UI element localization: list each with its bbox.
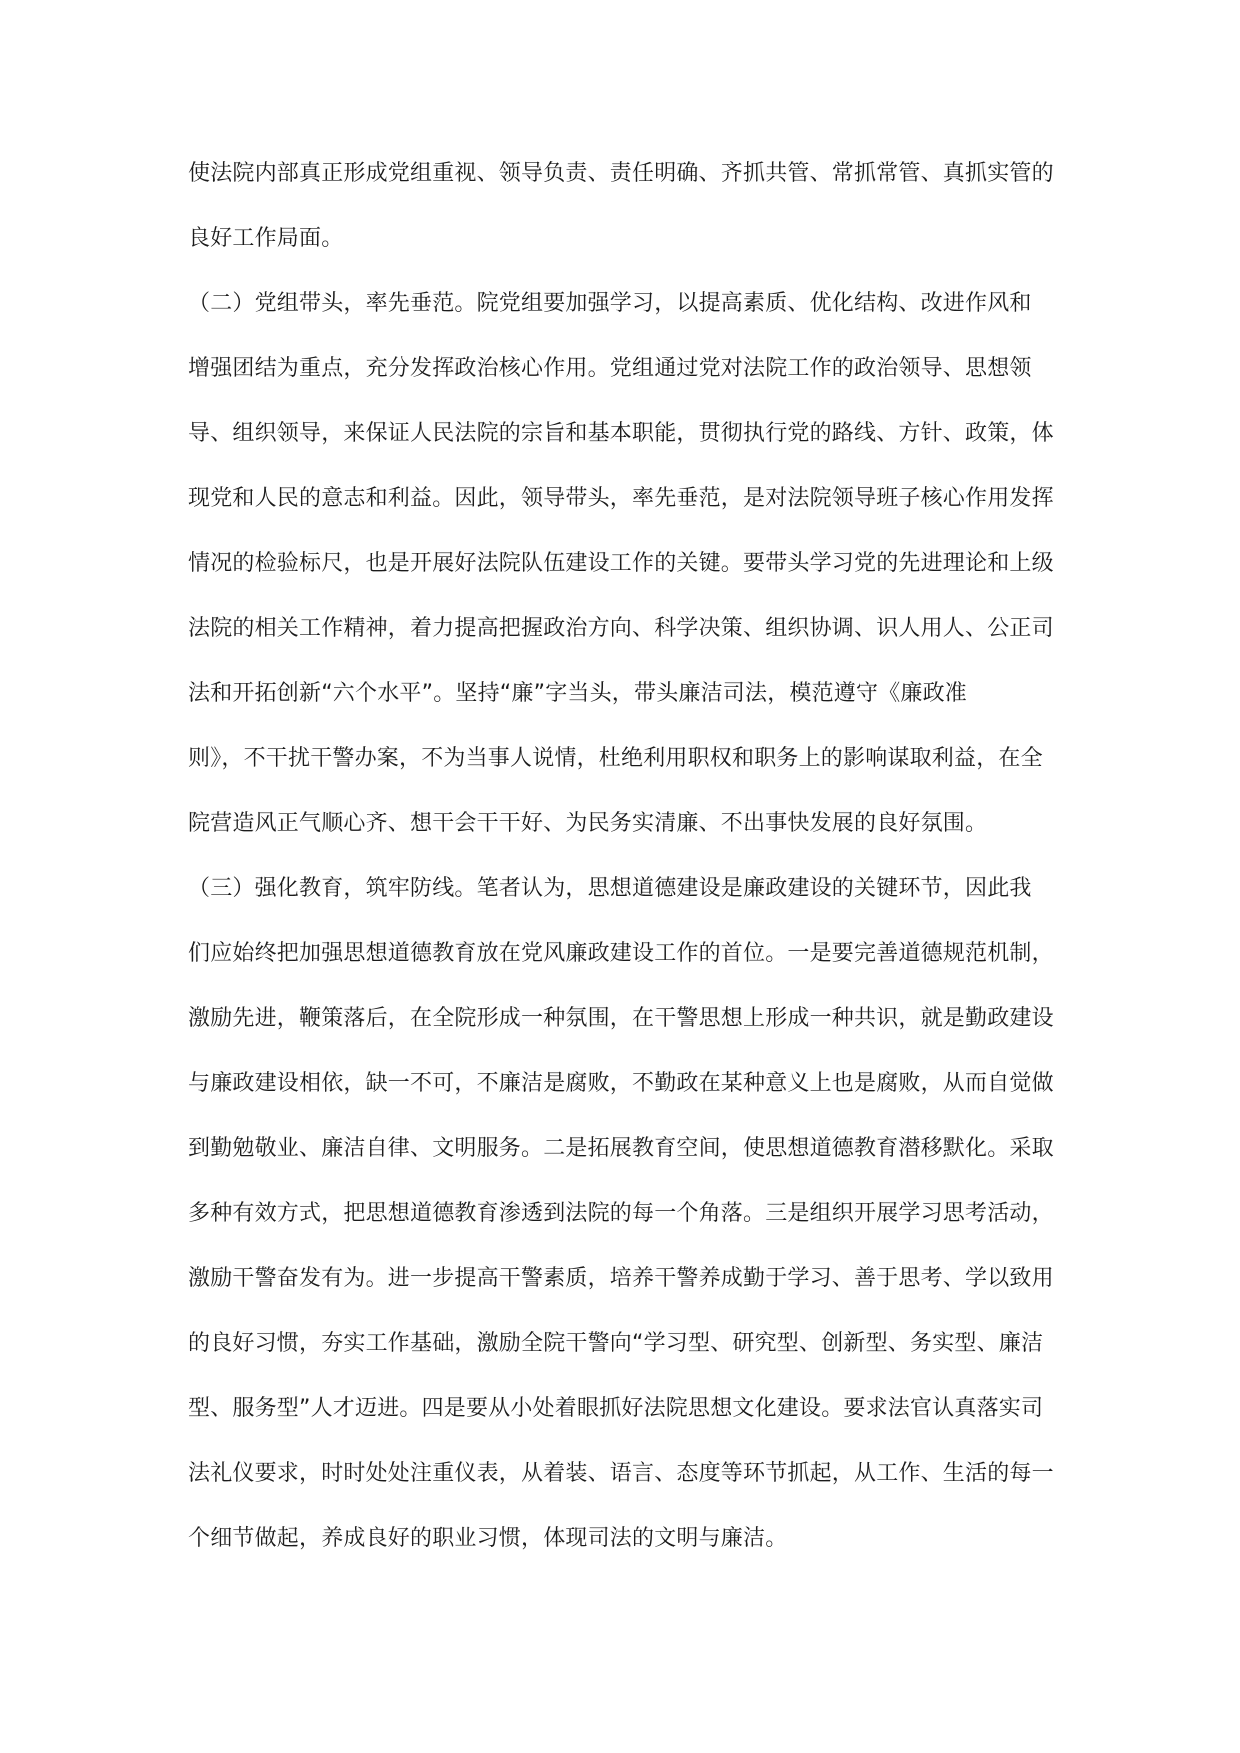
text-line: 使法院内部真正形成党组重视、领导负责、责任明确、齐抓共管、常抓常管、真抓实管的 [188, 161, 1054, 186]
text-line: 法礼仪要求，时时处处注重仪表，从着装、语言、态度等环节抓起，从工作、生活的每一 [188, 1461, 1054, 1486]
paragraph-2-start: （二）党组带头，率先垂范。院党组要加强学习，以提高素质、优化结构、改进作风和 [188, 291, 1032, 316]
text-line: 院营造风正气顺心齐、想干会干干好、为民务实清廉、不出事快发展的良好氛围。 [188, 811, 988, 836]
text-line: 情况的检验标尺，也是开展好法院队伍建设工作的关键。要带头学习党的先进理论和上级 [188, 551, 1054, 576]
text-line: 激励先进，鞭策落后，在全院形成一种氛围，在干警思想上形成一种共识，就是勤政建设 [188, 1006, 1054, 1031]
text-line: 增强团结为重点，充分发挥政治核心作用。党组通过党对法院工作的政治领导、思想领 [188, 356, 1032, 381]
text-line: 激励干警奋发有为。进一步提高干警素质，培养干警养成勤于学习、善于思考、学以致用 [188, 1266, 1054, 1291]
text-line: 法和开拓创新“六个水平”。坚持“廉”字当头，带头廉洁司法，模范遵守《廉政准 [188, 681, 967, 706]
text-line: 现党和人民的意志和利益。因此，领导带头，率先垂范，是对法院领导班子核心作用发挥 [188, 486, 1054, 511]
text-line: 们应始终把加强思想道德教育放在党风廉政建设工作的首位。一是要完善道德规范机制， [188, 941, 1054, 966]
text-line: 与廉政建设相依，缺一不可，不廉洁是腐败，不勤政在某种意义上也是腐败，从而自觉做 [188, 1071, 1054, 1096]
text-line: 导、组织领导，来保证人民法院的宗旨和基本职能，贯彻执行党的路线、方针、政策，体 [188, 421, 1054, 446]
document-body [188, 161, 1052, 1591]
text-line: 到勤勉敬业、廉洁自律、文明服务。二是拓展教育空间，使思想道德教育潜移默化。采取 [188, 1136, 1054, 1161]
text-line: 型、服务型”人才迈进。四是要从小处着眼抓好法院思想文化建设。要求法官认真落实司 [188, 1396, 1044, 1421]
text-line: 法院的相关工作精神，着力提高把握政治方向、科学决策、组织协调、识人用人、公正司 [188, 616, 1054, 641]
paragraph-3-start: （三）强化教育，筑牢防线。笔者认为，思想道德建设是廉政建设的关键环节，因此我 [188, 876, 1032, 901]
text-line: 则》，不干扰干警办案，不为当事人说情，杜绝利用职权和职务上的影响谋取利益，在全 [188, 746, 1043, 771]
text-line: 的良好习惯，夯实工作基础，激励全院干警向“学习型、研究型、创新型、务实型、廉洁 [188, 1331, 1044, 1356]
text-line: 个细节做起，养成良好的职业习惯，体现司法的文明与廉洁。 [188, 1526, 788, 1551]
text-line: 良好工作局面。 [188, 226, 344, 251]
text-line: 多种有效方式，把思想道德教育渗透到法院的每一个角落。三是组织开展学习思考活动， [188, 1201, 1054, 1226]
